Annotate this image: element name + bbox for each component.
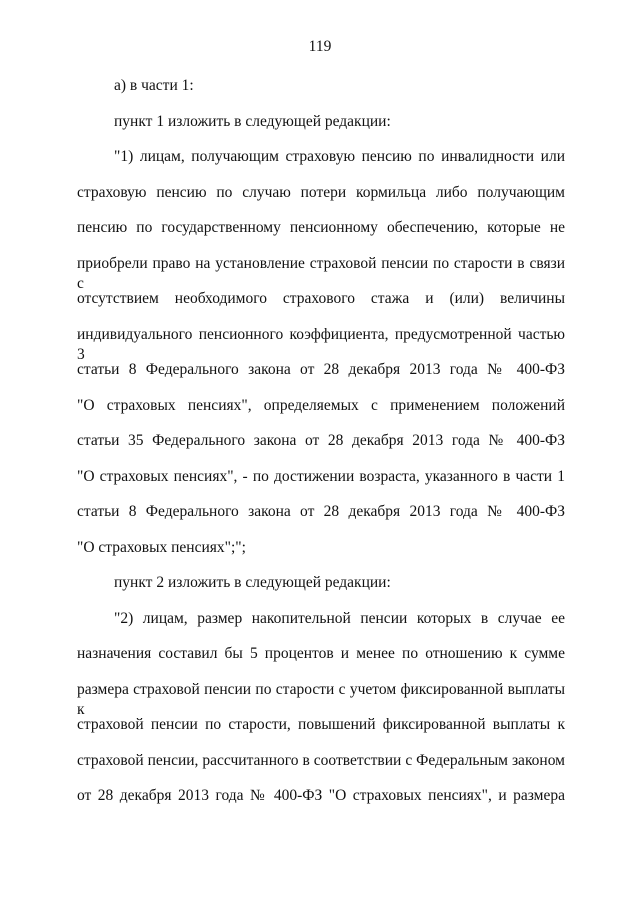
text-line: а) в части 1:	[114, 77, 194, 94]
text-line: статьи 8 Федерального закона от 28 декабря 2013 года № 400-ФЗ	[77, 503, 565, 520]
text-line: страховой пенсии по старости, повышений фиксированной выплаты к	[77, 716, 565, 733]
text-line: пункт 2 изложить в следующей редакции:	[114, 574, 391, 591]
text-line: "О страховых пенсиях", - по достижении возраста, указанного в части 1	[77, 467, 565, 485]
text-line: страховой пенсии, рассчитанного в соответствии с Федеральным законом	[77, 751, 565, 769]
document-body	[77, 76, 565, 822]
text-line: "О страховых пенсиях", определяемых с применением положений	[77, 396, 565, 414]
text-line: от 28 декабря 2013 года № 400-ФЗ "О страховых пенсиях", и размера	[77, 787, 565, 804]
text-line: "1) лицам, получающим страховую пенсию по инвалидности или	[114, 148, 565, 165]
text-line: отсутствием необходимого страхового стажа и (или) величины	[77, 290, 565, 307]
text-line: "2) лицам, размер накопительной пенсии которых в случае ее	[114, 609, 565, 627]
text-line: "О страховых пенсиях";";	[77, 538, 246, 556]
page-number: 119	[308, 38, 332, 55]
text-line: размера страховой пенсии по старости с учетом фиксированной выплаты к	[77, 680, 565, 718]
text-line: статьи 8 Федерального закона от 28 декабря 2013 года № 400-ФЗ	[77, 361, 565, 378]
text-line: пункт 1 изложить в следующей редакции:	[114, 112, 391, 130]
text-line: статьи 35 Федерального закона от 28 декабря 2013 года № 400-ФЗ	[77, 432, 565, 449]
text-line: пенсию по государственному пенсионному обеспечению, которые не	[77, 219, 565, 236]
text-line: индивидуального пенсионного коэффициента, предусмотренной частью 3	[77, 325, 565, 363]
text-line: приобрели право на установление страховой пенсии по старости в связи с	[77, 254, 565, 292]
text-line: страховую пенсию по случаю потери кормильца либо получающим	[77, 183, 565, 201]
text-line: назначения составил бы 5 процентов и менее по отношению к сумме	[77, 645, 565, 662]
